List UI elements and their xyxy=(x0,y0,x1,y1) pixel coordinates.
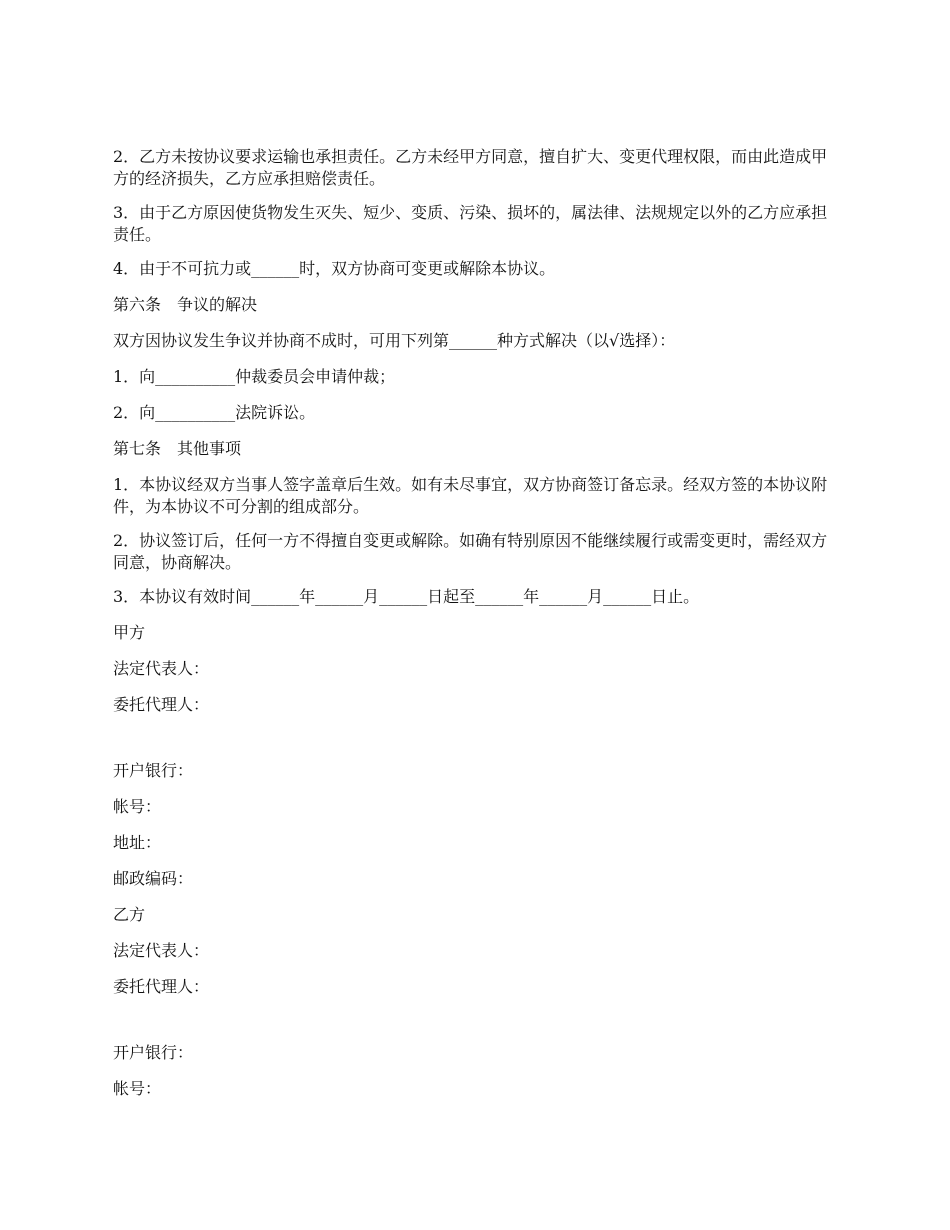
party-b-account: 帐号： xyxy=(113,1079,162,1098)
clause-5-item-3: 3．由于乙方原因使货物发生灭失、短少、变质、污染、损坏的，属法律、法规规定以外的乙方应承担责任。 xyxy=(113,203,828,244)
article-7-item-1: 1．本协议经双方当事人签字盖章后生效。如有未尽事宜，双方协商签订备忘录。经双方签的本协议附件，为本协议不可分割的组成部分。 xyxy=(113,475,828,516)
party-b-legal-rep: 法定代表人： xyxy=(113,941,210,960)
party-a-agent: 委托代理人： xyxy=(113,695,210,714)
party-b-heading: 乙方 xyxy=(113,905,146,924)
article-6-intro: 双方因协议发生争议并协商不成时，可用下列第______种方式解决（以√选择）： xyxy=(113,331,676,350)
party-a-heading: 甲方 xyxy=(113,623,146,642)
party-a-bank: 开户银行： xyxy=(113,761,194,780)
party-b-agent: 委托代理人： xyxy=(113,977,210,996)
clause-5-item-4: 4．由于不可抗力或______时，双方协商可变更或解除本协议。 xyxy=(113,259,556,278)
article-7-heading: 第七条 其他事项 xyxy=(113,439,242,458)
article-6-heading: 第六条 争议的解决 xyxy=(113,295,258,314)
party-a-postcode: 邮政编码： xyxy=(113,869,194,888)
clause-5-item-2: 2．乙方未按协议要求运输也承担责任。乙方未经甲方同意，擅自扩大、变更代理权限，而由此造成甲方的经济损失，乙方应承担赔偿责任。 xyxy=(113,147,828,188)
document-body xyxy=(113,146,838,1114)
party-a-legal-rep: 法定代表人： xyxy=(113,659,210,678)
article-7-item-2: 2．协议签订后，任何一方不得擅自变更或解除。如确有特别原因不能继续履行或需变更时，需经双方同意，协商解决。 xyxy=(113,531,828,572)
party-a-account: 帐号： xyxy=(113,797,162,816)
party-b-bank: 开户银行： xyxy=(113,1043,194,1062)
article-6-option-2: 2．向__________法院诉讼。 xyxy=(113,403,316,422)
article-6-option-1: 1．向__________仲裁委员会申请仲裁； xyxy=(113,367,396,386)
party-a-address: 地址： xyxy=(113,833,162,852)
article-7-item-3: 3．本协议有效时间______年______月______日起至______年______月______日止。 xyxy=(113,587,700,606)
